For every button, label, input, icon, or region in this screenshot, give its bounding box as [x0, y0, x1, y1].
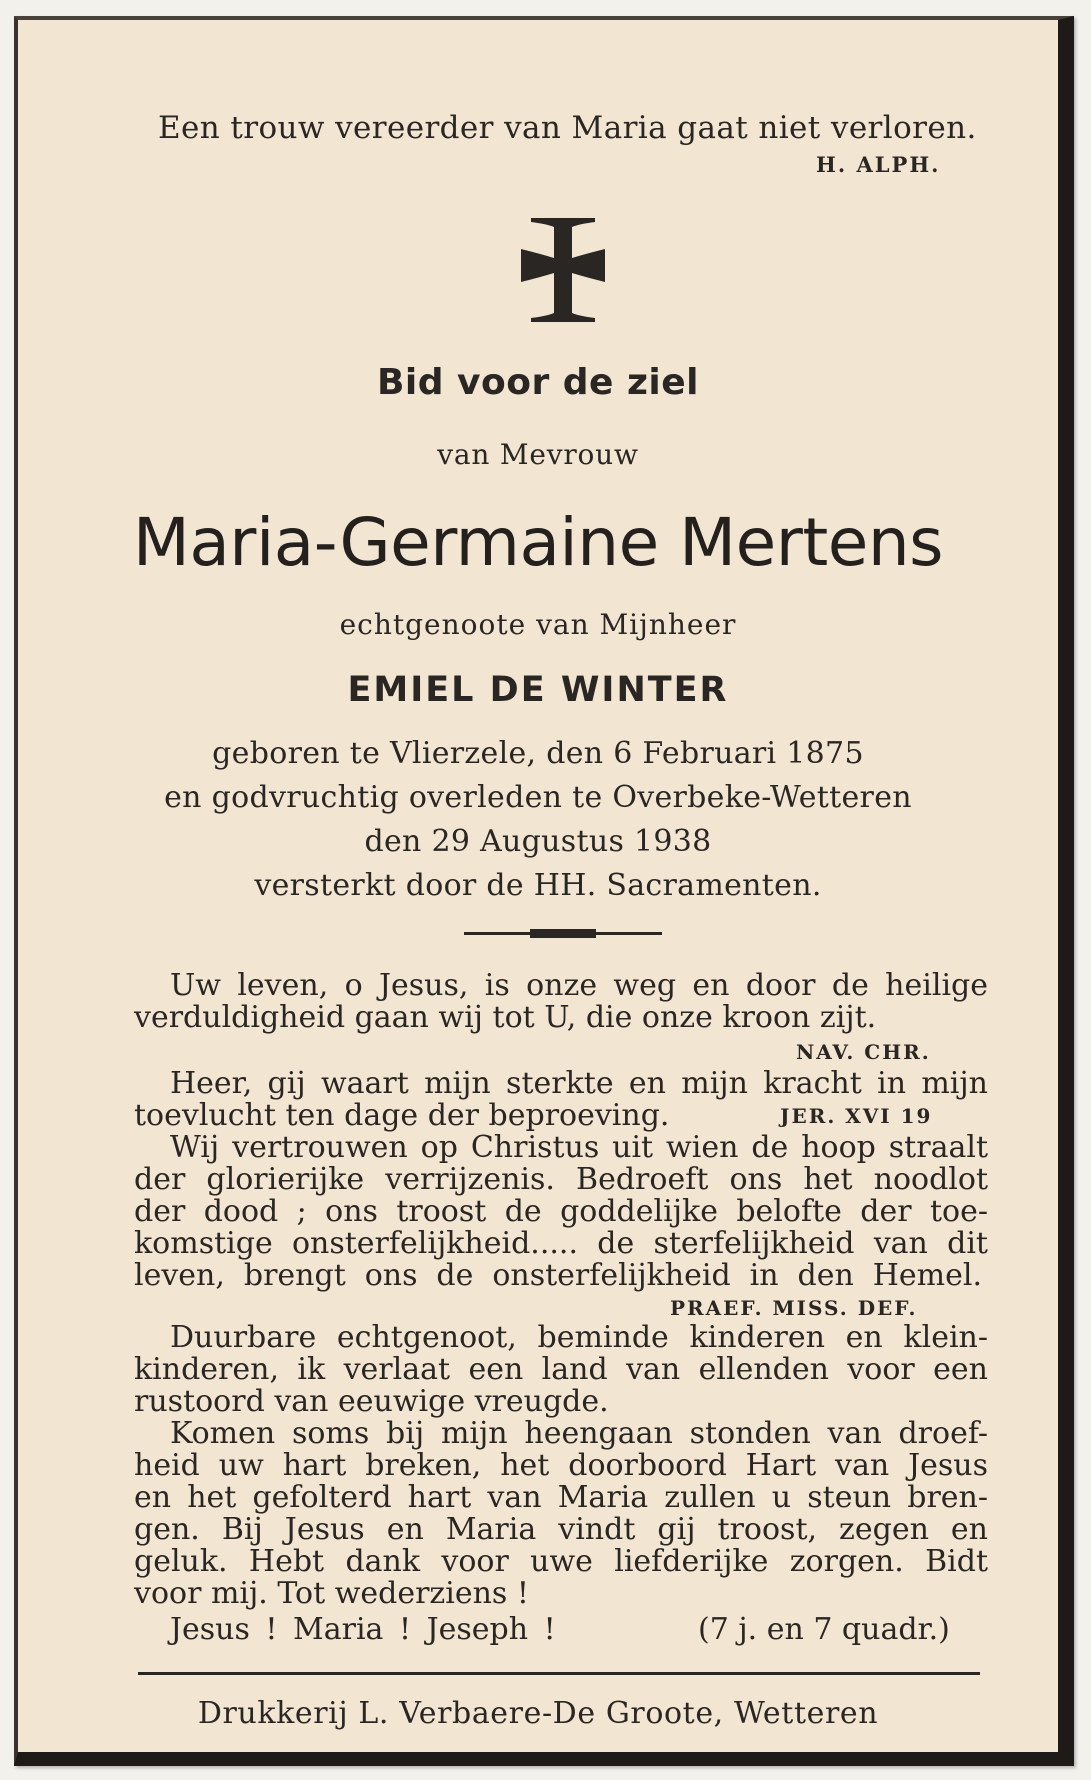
verse-1-source: NAV. CHR.: [796, 1040, 931, 1064]
motto-source: H. ALPH.: [816, 152, 941, 177]
footer-rule: [138, 1672, 980, 1675]
spouse-name: EMIEL DE WINTER: [347, 670, 729, 710]
verse-3-line-5: leven, brengt ons de onsterfelijkheid in den Hemel.: [134, 1258, 982, 1293]
prayer-heading: Bid voor de ziel: [376, 362, 700, 403]
verse-2-line-2: toevlucht ten dage der beproeving.: [134, 1098, 670, 1133]
divider-ornament: [530, 929, 596, 938]
verse-1-line-2: verduldigheid gaan wij tot U, die onze kroon zijt.: [134, 1000, 877, 1035]
verse-5-line-5: geluk. Hebt dank voor uwe liefderijke zorgen. Bidt: [134, 1544, 988, 1579]
verse-5-line-2: heid uw hart breken, het doorboord Hart van Jesus: [134, 1448, 988, 1483]
spouse-line: echtgenoote van Mijnheer: [339, 608, 737, 641]
verse-5-line-4: gen. Bij Jesus en Maria vindt gij troost, zegen en: [134, 1512, 988, 1547]
verse-4-line-3: rustoord van eeuwige vreugde.: [134, 1384, 609, 1419]
van-mevrouw: van Mevrouw: [437, 438, 639, 471]
verse-2-line-1: Heer, gij waart mijn sterkte en mijn kracht in mijn: [170, 1066, 988, 1101]
verse-5-line-1: Komen soms bij mijn heengaan stonden van droef-: [170, 1416, 988, 1451]
cross-icon: [521, 218, 605, 322]
death-line: en godvruchtig overleden te Overbeke-Wetteren: [164, 780, 912, 815]
verse-1-line-1: Uw leven, o Jesus, is onze weg en door de heilige: [170, 968, 988, 1003]
printer-credit: Drukkerij L. Verbaere-De Groote, Wetteren: [197, 1696, 879, 1731]
verse-3-line-3: der dood ; ons troost de goddelijke belofte der toe-: [134, 1194, 988, 1229]
verse-5-line-3: en het gefolterd hart van Maria zullen u steun bren-: [134, 1480, 988, 1515]
verse-4-line-1: Duurbare echtgenoot, beminde kinderen en klein-: [170, 1320, 988, 1355]
verse-3-line-1: Wij vertrouwen op Christus uit wien de hoop straalt: [170, 1130, 988, 1165]
verse-3-line-2: der glorierijke verrijzenis. Bedroeft ons het noodlot: [134, 1162, 988, 1197]
closing-invocation: Jesus ! Maria ! Jeseph !: [170, 1612, 556, 1647]
memorial-card: [14, 16, 1074, 1766]
sacraments-line: versterkt door de HH. Sacramenten.: [254, 868, 822, 903]
verse-5-line-6: voor mij. Tot wederziens !: [134, 1576, 529, 1611]
motto-text: Een trouw vereerder van Maria gaat niet verloren.: [158, 110, 977, 146]
deceased-name: Maria-Germaine Mertens: [132, 504, 944, 581]
birth-line: geboren te Vlierzele, den 6 Februari 1875: [212, 736, 864, 771]
death-date: den 29 Augustus 1938: [364, 824, 712, 859]
indulgence-note: (7 j. en 7 quadr.): [698, 1612, 950, 1647]
verse-3-line-4: komstige onsterfelijkheid..... de sterfelijkheid van dit: [134, 1226, 988, 1261]
verse-4-line-2: kinderen, ik verlaat een land van ellenden voor een: [134, 1352, 988, 1387]
verse-3-source: PRAEF. MISS. DEF.: [670, 1296, 918, 1320]
verse-2-source: JER. XVI 19: [780, 1104, 933, 1128]
